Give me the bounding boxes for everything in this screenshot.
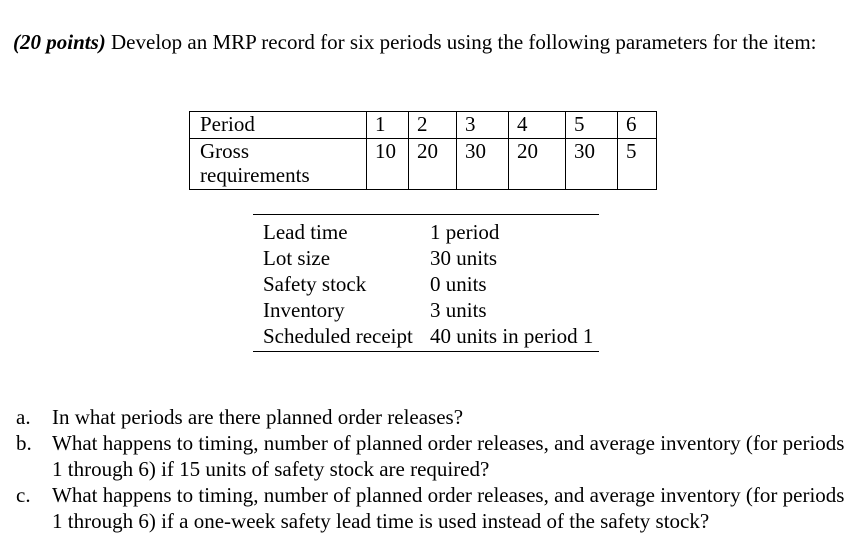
parameter-row [253, 323, 599, 349]
period-row [190, 112, 657, 139]
parameter-row [253, 245, 599, 271]
question-item [13, 482, 848, 534]
gross-label: Gross requirements [190, 139, 367, 190]
question-letter: b. [16, 431, 32, 455]
parameter-value: 3 units [430, 298, 487, 322]
question-text: What happens to timing, number of planned order releases, and average inventory (for periods 1 through 6) if a one-week safety lead time is used instead of the safety stock? [52, 483, 845, 533]
parameter-label: Scheduled receipt [263, 324, 413, 348]
parameter-label: Lead time [263, 220, 348, 244]
parameter-row [253, 297, 599, 323]
question-item [13, 404, 848, 430]
question-letter: c. [16, 483, 31, 507]
period-cell: 4 [509, 112, 566, 139]
gross-requirements-row [190, 139, 657, 190]
period-cell: 2 [409, 112, 457, 139]
parameters-table [253, 214, 599, 352]
period-cell: 6 [618, 112, 657, 139]
parameter-row [253, 219, 599, 245]
parameter-label: Lot size [263, 246, 331, 270]
parameter-value: 40 units in period 1 [430, 324, 594, 348]
question-letter: a. [16, 405, 31, 429]
period-label: Period [190, 112, 367, 139]
parameter-label: Safety stock [263, 272, 367, 296]
gross-cell: 5 [618, 139, 657, 190]
question-text: What happens to timing, number of planned order releases, and average inventory (for periods 1 through 6) if 15 units of safety stock are required? [52, 431, 845, 481]
points-label: (20 points) [13, 30, 106, 54]
parameter-row [253, 271, 599, 297]
gross-cell: 20 [509, 139, 566, 190]
parameter-value: 30 units [430, 246, 498, 270]
period-cell: 5 [566, 112, 618, 139]
gross-cell: 20 [409, 139, 457, 190]
gross-cell: 10 [367, 139, 409, 190]
parameter-label: Inventory [263, 298, 345, 322]
problem-intro [13, 30, 843, 55]
parameter-value: 0 units [430, 272, 487, 296]
intro-text: Develop an MRP record for six periods using the following parameters for the item: [105, 30, 817, 54]
question-list [13, 404, 848, 534]
question-text: In what periods are there planned order releases? [52, 405, 464, 429]
period-cell: 1 [367, 112, 409, 139]
period-cell: 3 [457, 112, 509, 139]
question-item [13, 430, 848, 482]
gross-cell: 30 [566, 139, 618, 190]
mrp-period-table [189, 111, 657, 190]
parameter-value: 1 period [430, 220, 500, 244]
gross-cell: 30 [457, 139, 509, 190]
